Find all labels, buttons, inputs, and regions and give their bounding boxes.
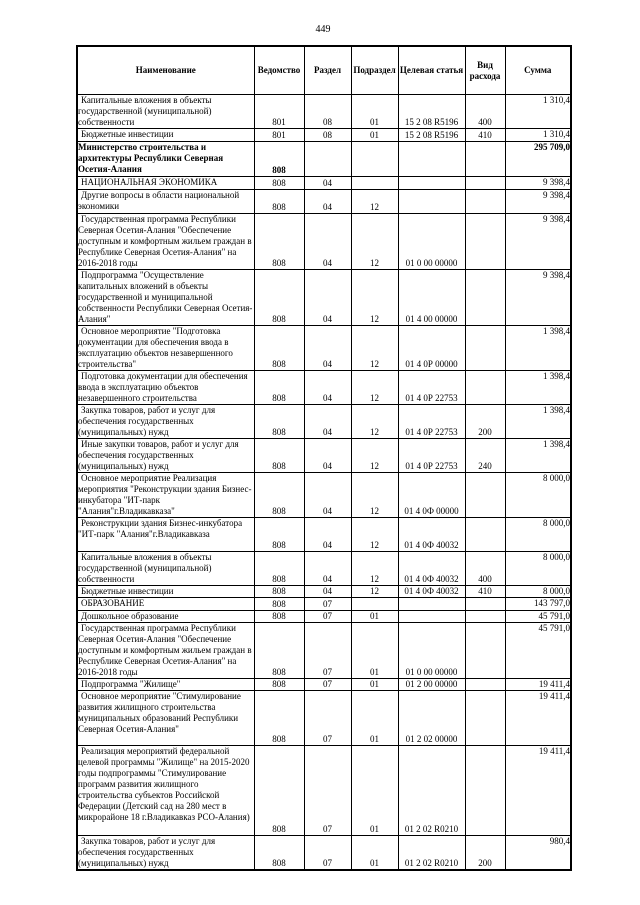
vedomstvo-cell: 808 <box>254 598 304 611</box>
name-cell <box>77 586 254 598</box>
target-article-cell: 15 2 08 R5196 <box>398 95 465 129</box>
vid-rashoda-cell: 400 <box>465 95 505 129</box>
vedomstvo-cell: 808 <box>254 746 304 836</box>
column-header-razdel: Раздел <box>304 46 351 95</box>
row-name-text: Реконструкции здания Бизнес-инкубатора "ИТ-парк "Алания"г.Владикавказа <box>78 518 243 539</box>
sum-cell: 9 398,4 <box>505 270 571 326</box>
vid-rashoda-cell <box>465 270 505 326</box>
podrazdel-cell: 12 <box>351 214 398 270</box>
row-name-text: Подготовка документации для обеспечения ввода в эксплуатацию объектов незавершенного строительства <box>78 371 248 403</box>
vid-rashoda-cell: 200 <box>465 405 505 439</box>
name-cell <box>77 371 254 405</box>
razdel-cell: 08 <box>304 95 351 129</box>
name-cell <box>77 836 254 871</box>
row-name-text: Закупка товаров, работ и услуг для обеспечения государственных (муниципальных) нужд <box>78 405 216 437</box>
name-cell <box>77 129 254 142</box>
vedomstvo-cell: 801 <box>254 129 304 142</box>
name-cell <box>77 552 254 586</box>
vedomstvo-cell: 808 <box>254 552 304 586</box>
page-number: 449 <box>315 24 331 35</box>
razdel-cell: 04 <box>304 405 351 439</box>
vedomstvo-cell: 808 <box>254 439 304 473</box>
vedomstvo-cell: 808 <box>254 623 304 679</box>
podrazdel-cell: 12 <box>351 405 398 439</box>
row-name-text: Основное мероприятие Реализация мероприятия "Реконструкции здания Бизнес-инкубатора "ИТ-парк "Алания"г.Владикавказа" <box>78 473 252 516</box>
razdel-cell: 07 <box>304 746 351 836</box>
target-article-cell: 01 2 02 R0210 <box>398 836 465 871</box>
table-row <box>77 129 571 142</box>
vedomstvo-cell: 808 <box>254 405 304 439</box>
sum-cell: 295 709,0 <box>505 142 571 177</box>
row-name-text: Бюджетные инвестиции <box>81 129 174 139</box>
table-row <box>77 214 571 270</box>
target-article-cell <box>398 598 465 611</box>
target-article-cell: 01 4 0Ф 40032 <box>398 552 465 586</box>
table-row <box>77 598 571 611</box>
podrazdel-cell: 01 <box>351 679 398 691</box>
sum-cell: 8 000,0 <box>505 552 571 586</box>
vedomstvo-cell: 808 <box>254 177 304 190</box>
vid-rashoda-cell <box>465 691 505 746</box>
razdel-cell: 07 <box>304 836 351 871</box>
table-row <box>77 623 571 679</box>
vedomstvo-cell: 808 <box>254 473 304 518</box>
vid-rashoda-cell: 410 <box>465 586 505 598</box>
column-header-name: Наименование <box>77 46 254 95</box>
table-row <box>77 586 571 598</box>
table-row <box>77 679 571 691</box>
sum-cell: 9 398,4 <box>505 190 571 214</box>
sum-cell: 19 411,4 <box>505 691 571 746</box>
row-name-text: Государственная программа Республики Северная Осетия-Алания "Обеспечение доступным и комфортным жильем граждан в Республике Северная Осетия-Алания" на 2016-2018 годы <box>78 623 252 677</box>
name-cell <box>77 746 254 836</box>
budget-table <box>76 45 572 871</box>
razdel-cell: 07 <box>304 679 351 691</box>
razdel-cell: 04 <box>304 552 351 586</box>
razdel-cell: 04 <box>304 371 351 405</box>
sum-cell: 8 000,0 <box>505 473 571 518</box>
podrazdel-cell <box>351 177 398 190</box>
razdel-cell: 04 <box>304 518 351 552</box>
razdel-cell: 04 <box>304 586 351 598</box>
razdel-cell: 04 <box>304 326 351 371</box>
row-name-text: Основное мероприятие "Подготовка документации для обеспечения ввода в эксплуатацию объектов незавершенного строительства" <box>78 326 233 369</box>
table-row <box>77 326 571 371</box>
row-name-text: Подпрограмма "Жилище" <box>81 679 181 689</box>
name-cell <box>77 691 254 746</box>
vid-rashoda-cell <box>465 473 505 518</box>
vedomstvo-cell: 808 <box>254 611 304 623</box>
table-row <box>77 142 571 177</box>
vid-rashoda-cell <box>465 679 505 691</box>
podrazdel-cell: 12 <box>351 518 398 552</box>
row-name-text: ОБРАЗОВАНИЕ <box>81 598 145 608</box>
podrazdel-cell: 01 <box>351 836 398 871</box>
razdel-cell: 04 <box>304 214 351 270</box>
target-article-cell: 01 4 0Ф 00000 <box>398 473 465 518</box>
razdel-cell: 07 <box>304 598 351 611</box>
target-article-cell: 01 4 0Р 22753 <box>398 371 465 405</box>
podrazdel-cell: 01 <box>351 691 398 746</box>
vid-rashoda-cell: 240 <box>465 439 505 473</box>
sum-cell: 45 791,0 <box>505 611 571 623</box>
name-cell <box>77 177 254 190</box>
row-name-text: Государственная программа Республики Северная Осетия-Алания "Обеспечение доступным и комфортным жильем граждан в Республике Северная Осетия-Алания" на 2016-2018 годы <box>78 214 252 268</box>
target-article-cell: 01 0 00 00000 <box>398 623 465 679</box>
vedomstvo-cell: 808 <box>254 214 304 270</box>
razdel-cell: 04 <box>304 190 351 214</box>
row-name-text: Дошкольное образование <box>81 611 179 621</box>
razdel-cell: 07 <box>304 611 351 623</box>
table-row <box>77 177 571 190</box>
target-article-cell: 01 4 0Р 22753 <box>398 405 465 439</box>
target-article-cell <box>398 177 465 190</box>
target-article-cell: 01 0 00 00000 <box>398 214 465 270</box>
podrazdel-cell: 01 <box>351 623 398 679</box>
vedomstvo-cell: 808 <box>254 691 304 746</box>
vid-rashoda-cell: 410 <box>465 129 505 142</box>
podrazdel-cell: 01 <box>351 611 398 623</box>
target-article-cell: 01 2 02 00000 <box>398 691 465 746</box>
podrazdel-cell <box>351 598 398 611</box>
row-name-text: Другие вопросы в области национальной экономики <box>78 190 240 211</box>
podrazdel-cell: 01 <box>351 746 398 836</box>
vid-rashoda-cell: 400 <box>465 552 505 586</box>
name-cell <box>77 405 254 439</box>
row-name-text: Капитальные вложения в объекты государственной (муниципальной) собственности <box>78 95 212 127</box>
razdel-cell: 04 <box>304 473 351 518</box>
name-cell <box>77 598 254 611</box>
vedomstvo-cell: 808 <box>254 142 304 177</box>
name-cell <box>77 95 254 129</box>
sum-cell: 1 310,4 <box>505 95 571 129</box>
vedomstvo-cell: 808 <box>254 836 304 871</box>
target-article-cell <box>398 142 465 177</box>
vid-rashoda-cell <box>465 611 505 623</box>
sum-cell: 143 797,0 <box>505 598 571 611</box>
target-article-cell: 01 4 0Р 22753 <box>398 439 465 473</box>
column-header-vid: Вид расхода <box>465 46 505 95</box>
table-row <box>77 95 571 129</box>
table-row <box>77 518 571 552</box>
row-name-text: Бюджетные инвестиции <box>81 586 174 596</box>
razdel-cell: 04 <box>304 439 351 473</box>
table-row <box>77 611 571 623</box>
column-header-summa: Сумма <box>505 46 571 95</box>
target-article-cell: 01 4 0Ф 40032 <box>398 518 465 552</box>
podrazdel-cell: 12 <box>351 270 398 326</box>
table-row <box>77 836 571 871</box>
vedomstvo-cell: 808 <box>254 518 304 552</box>
name-cell <box>77 326 254 371</box>
table-header-row <box>77 46 571 95</box>
table-row <box>77 270 571 326</box>
name-cell <box>77 518 254 552</box>
podrazdel-cell: 12 <box>351 190 398 214</box>
name-cell <box>77 679 254 691</box>
name-cell <box>77 270 254 326</box>
vedomstvo-cell: 801 <box>254 95 304 129</box>
podrazdel-cell: 01 <box>351 95 398 129</box>
razdel-cell: 07 <box>304 623 351 679</box>
vedomstvo-cell: 808 <box>254 586 304 598</box>
vid-rashoda-cell: 200 <box>465 836 505 871</box>
vid-rashoda-cell <box>465 598 505 611</box>
row-name-text: Министерство строительства и архитектуры Республики Северная Осетия-Алания <box>78 142 224 174</box>
sum-cell: 9 398,4 <box>505 214 571 270</box>
table-body <box>77 95 571 871</box>
podrazdel-cell: 01 <box>351 129 398 142</box>
table-row <box>77 371 571 405</box>
sum-cell: 1 398,4 <box>505 405 571 439</box>
podrazdel-cell <box>351 142 398 177</box>
razdel-cell <box>304 142 351 177</box>
row-name-text: Подпрограмма "Осуществление капитальных вложений в объекты государственной и муниципальной собственности Республики Северная Осетия-Алания" <box>78 270 253 324</box>
row-name-text: Реализация мероприятий федеральной целевой программы "Жилище" на 2015-2020 годы подпрограммы "Стимулирование программ развития жилищного строительства субъектов Российской Федерации (Детский сад на 280 мест в микрорайоне 18 г.Владикавказ РСО-Алания) <box>78 746 250 822</box>
sum-cell: 19 411,4 <box>505 679 571 691</box>
vedomstvo-cell: 808 <box>254 371 304 405</box>
target-article-cell: 01 2 02 R0210 <box>398 746 465 836</box>
vid-rashoda-cell <box>465 142 505 177</box>
vedomstvo-cell: 808 <box>254 326 304 371</box>
sum-cell: 19 411,4 <box>505 746 571 836</box>
row-name-text: Иные закупки товаров, работ и услуг для обеспечения государственных (муниципальных) нужд <box>78 439 239 471</box>
razdel-cell: 08 <box>304 129 351 142</box>
podrazdel-cell: 12 <box>351 439 398 473</box>
row-name-text: Основное мероприятие "Стимулирование развития жилищного строительства муниципальных образований Республики Северная Осетия-Алания" <box>78 691 241 734</box>
name-cell <box>77 439 254 473</box>
column-header-ved: Ведомство <box>254 46 304 95</box>
target-article-cell <box>398 611 465 623</box>
table-row <box>77 691 571 746</box>
target-article-cell: 01 4 0Р 00000 <box>398 326 465 371</box>
row-name-text: Капитальные вложения в объекты государственной (муниципальной) собственности <box>78 552 212 584</box>
table-row <box>77 473 571 518</box>
target-article-cell: 01 4 0Ф 40032 <box>398 586 465 598</box>
vid-rashoda-cell <box>465 326 505 371</box>
target-article-cell <box>398 190 465 214</box>
podrazdel-cell: 12 <box>351 326 398 371</box>
sum-cell: 45 791,0 <box>505 623 571 679</box>
vid-rashoda-cell <box>465 177 505 190</box>
column-header-target: Целевая статья <box>398 46 465 95</box>
razdel-cell: 07 <box>304 691 351 746</box>
podrazdel-cell: 12 <box>351 586 398 598</box>
table-row <box>77 405 571 439</box>
table-row <box>77 190 571 214</box>
target-article-cell: 01 4 00 00000 <box>398 270 465 326</box>
razdel-cell: 04 <box>304 270 351 326</box>
row-name-text: Закупка товаров, работ и услуг для обеспечения государственных (муниципальных) нужд <box>78 836 216 868</box>
row-name-text: НАЦИОНАЛЬНАЯ ЭКОНОМИКА <box>81 177 218 187</box>
vid-rashoda-cell <box>465 518 505 552</box>
sum-cell: 1 310,4 <box>505 129 571 142</box>
vid-rashoda-cell <box>465 623 505 679</box>
name-cell <box>77 473 254 518</box>
vedomstvo-cell: 808 <box>254 679 304 691</box>
sum-cell: 9 398,4 <box>505 177 571 190</box>
column-header-podrazdel: Подраздел <box>351 46 398 95</box>
sum-cell: 980,4 <box>505 836 571 871</box>
name-cell <box>77 214 254 270</box>
name-cell <box>77 611 254 623</box>
podrazdel-cell: 12 <box>351 371 398 405</box>
table-row <box>77 439 571 473</box>
sum-cell: 1 398,4 <box>505 326 571 371</box>
name-cell <box>77 142 254 177</box>
target-article-cell: 15 2 08 R5196 <box>398 129 465 142</box>
vid-rashoda-cell <box>465 190 505 214</box>
vid-rashoda-cell <box>465 746 505 836</box>
table-row <box>77 746 571 836</box>
sum-cell: 8 000,0 <box>505 518 571 552</box>
sum-cell: 8 000,0 <box>505 586 571 598</box>
podrazdel-cell: 12 <box>351 552 398 586</box>
sum-cell: 1 398,4 <box>505 439 571 473</box>
vid-rashoda-cell <box>465 214 505 270</box>
vid-rashoda-cell <box>465 371 505 405</box>
sum-cell: 1 398,4 <box>505 371 571 405</box>
razdel-cell: 04 <box>304 177 351 190</box>
vedomstvo-cell: 808 <box>254 270 304 326</box>
table-row <box>77 552 571 586</box>
target-article-cell: 01 2 00 00000 <box>398 679 465 691</box>
vedomstvo-cell: 808 <box>254 190 304 214</box>
name-cell <box>77 190 254 214</box>
podrazdel-cell: 12 <box>351 473 398 518</box>
name-cell <box>77 623 254 679</box>
